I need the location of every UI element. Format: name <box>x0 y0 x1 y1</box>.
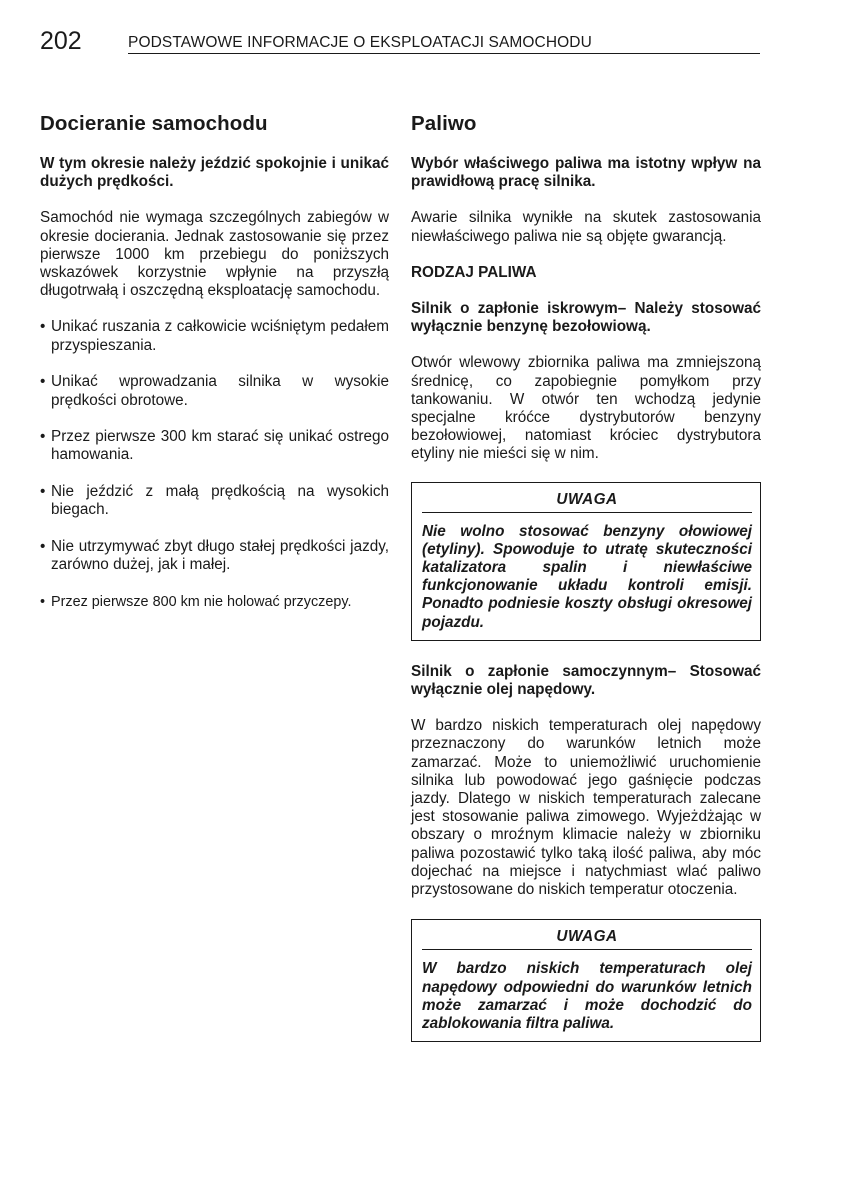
section-heading-break-in: Docieranie samochodu <box>40 112 268 135</box>
break-in-intro: Samochód nie wymaga szczególnych zabiegów w okresie docierania. Jednak zastosowanie się przez pierwsze 1000 km przebiegu do poniższych wskazówek korzystnie wpłynie na przyszłą długotrwałą i oszczędną eksploatację samochodu. <box>40 209 389 300</box>
bullet-icon: • <box>40 373 46 391</box>
break-in-lead: W tym okresie należy jeździć spokojnie i unikać dużych prędkości. <box>40 155 389 191</box>
right-column <box>411 112 761 1060</box>
list-item: • Nie jeździć z małą prędkością na wysokich biegach. <box>40 483 389 519</box>
list-item: • Przez pierwsze 800 km nie holować przyczepy. <box>40 593 352 610</box>
caution-title: UWAGA <box>556 490 618 508</box>
bullet-icon: • <box>40 483 46 501</box>
left-column <box>40 112 389 630</box>
diesel-engine-heading: Silnik o zapłonie samoczynnym– Stosować wyłącznie olej napędowy. <box>411 662 761 699</box>
caution-rule <box>422 949 752 950</box>
caution-text: W bardzo niskich temperaturach olej napędowy odpowiedni do warunków letnich może zamarzać i może dochodzić do zablokowania filtra paliwa. <box>422 960 752 1032</box>
petrol-engine-heading: Silnik o zapłonie iskrowym– Należy stosować wyłącznie benzynę bezołowiową. <box>411 300 761 336</box>
bullet-icon: • <box>40 538 46 556</box>
caution-box-leaded-fuel <box>411 482 761 641</box>
list-item: • Przez pierwsze 300 km starać się unikać ostrego hamowania. <box>40 428 389 464</box>
petrol-engine-body: Otwór wlewowy zbiornika paliwa ma zmniejszoną średnicę, co zapobiegnie pomyłkom przy tankowaniu. W otwór ten wchodzą jedynie specjalne króćce dystrybutorów benzyny bezołowiowej, natomiast króciec dystrybutora etyliny nie mieści się w nim. <box>411 354 761 463</box>
list-item: • Unikać wprowadzania silnika w wysokie prędkości obrotowe. <box>40 373 389 409</box>
list-item: • Unikać ruszania z całkowicie wciśniętym pedałem przyspieszania. <box>40 318 389 354</box>
bullet-icon: • <box>40 428 46 446</box>
caution-box-diesel <box>411 919 761 1042</box>
fuel-type-title: RODZAJ PALIWA <box>411 263 537 281</box>
section-heading-fuel: Paliwo <box>411 112 477 135</box>
bullet-icon: • <box>40 593 46 610</box>
diesel-engine-body: W bardzo niskich temperaturach olej napędowy przeznaczony do warunków letnich może zamarzać. Może to uniemożliwić uruchomienie silnika lub powodować jego gaśnięcie podczas jazdy. Dlatego w niskich temperaturach zalecane jest stosowanie paliwa zimowego. Wyjeżdżając w obszary o mroźnym klimacie należy w zbiorniku paliwa pozostawić tylko taką ilość paliwa, aby móc dojechać na miejsce i natychmiast wlać paliwo przystosowane do niskich temperatur otoczenia. <box>411 717 761 899</box>
fuel-warranty-note: Awarie silnika wynikłe na skutek zastosowania niewłaściwego paliwa nie są objęte gwarancją. <box>411 209 761 245</box>
break-in-list <box>40 318 389 611</box>
fuel-lead: Wybór właściwego paliwa ma istotny wpływ na prawidłową pracę silnika. <box>411 155 761 191</box>
page-number: 202 <box>40 27 82 55</box>
running-title: PODSTAWOWE INFORMACJE O EKSPLOATACJI SAMOCHODU <box>128 34 592 51</box>
header-rule <box>128 53 760 54</box>
caution-rule <box>422 512 752 513</box>
page-header <box>40 26 760 56</box>
caution-title: UWAGA <box>556 928 618 946</box>
list-item: • Nie utrzymywać zbyt długo stałej prędkości jazdy, zarówno dużej, jak i małej. <box>40 538 389 574</box>
bullet-icon: • <box>40 318 46 336</box>
caution-text: Nie wolno stosować benzyny ołowiowej (etyliny). Spowoduje to utratę skuteczności katalizatora spalin i niewłaściwe funkcjonowanie układu kontroli emisji. Ponadto podniesie koszty obsługi okresowej pojazdu. <box>422 522 752 631</box>
